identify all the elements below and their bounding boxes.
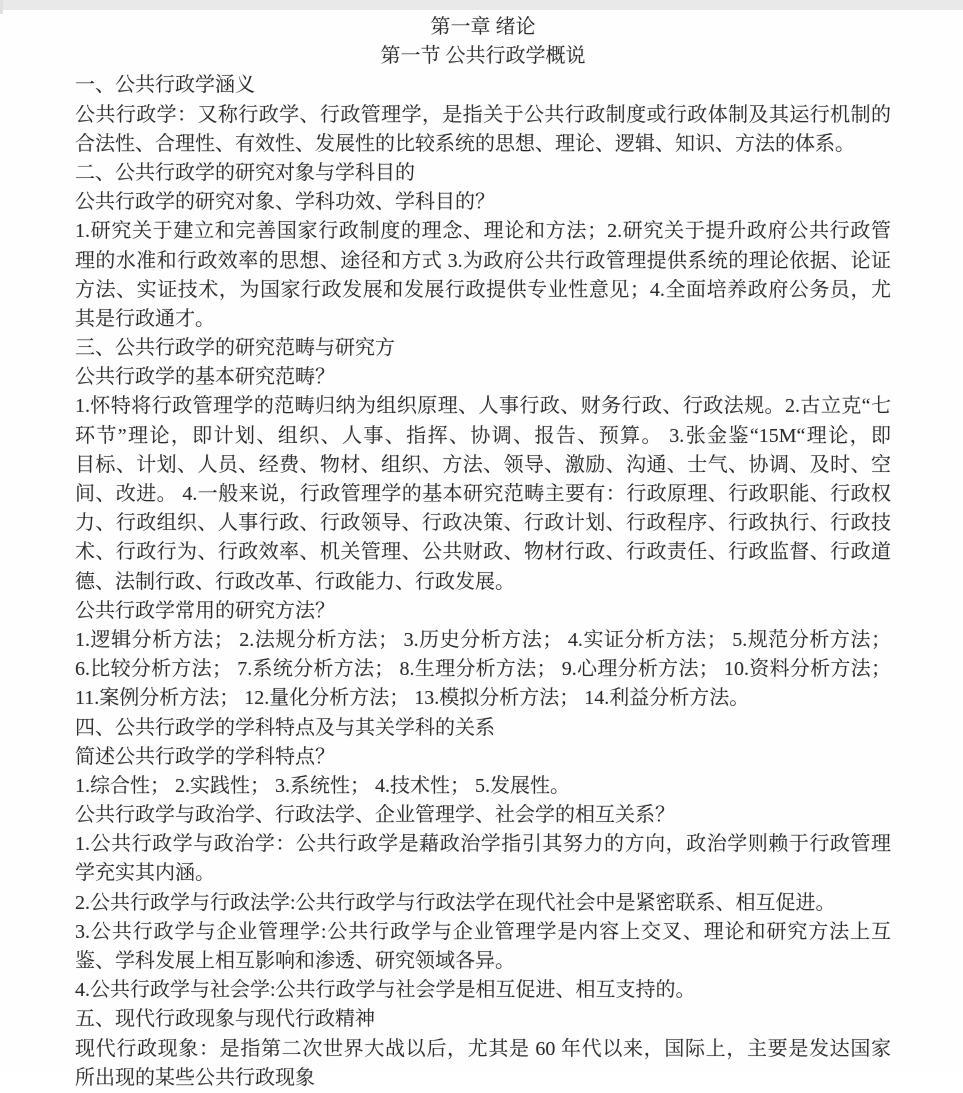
text-line: 学充实其内涵。: [75, 862, 215, 885]
text-line: 所出现的某些公共行政现象: [75, 1066, 315, 1089]
text-line: 4.公共行政学与社会学:公共行政学与社会学是相互促进、相互支持的。: [75, 979, 696, 1002]
section-heading: 第一节 公共行政学概说: [380, 45, 586, 68]
text-line: 11.案例分析方法； 12.量化分析方法； 13.模拟分析方法； 14.利益分析方法。: [75, 687, 750, 710]
text-line: 合法性、合理性、有效性、发展性的比较系统的思想、理论、逻辑、知识、方法的体系。: [75, 132, 855, 155]
text-line: 1.怀特将行政管理学的范畴归纳为组织原理、人事行政、财务行政、行政法规。2.古立克“七: [75, 395, 891, 418]
text-line: 1.综合性； 2.实践性； 3.系统性； 4.技术性； 5.发展性。: [75, 774, 570, 797]
text-line: 理的水准和行政效率的思想、途径和方式 3.为政府公共行政管理提供系统的理论依据、论证: [75, 249, 891, 272]
text-line: 方法、实证技术，为国家行政发展和发展行政提供专业性意见；4.全面培养政府公务员，尤: [75, 278, 891, 301]
document-body: [75, 71, 891, 1093]
text-line: 公共行政学的研究对象、学科功效、学科目的？: [75, 191, 495, 214]
text-line: 公共行政学的基本研究范畴？: [75, 366, 335, 389]
text-line: 简述公共行政学的学科特点？: [75, 745, 335, 768]
text-line: 力、行政组织、人事行政、行政领导、行政决策、行政计划、行政程序、行政执行、行政技: [75, 512, 891, 535]
scan-artifact-left-edge: [0, 0, 3, 14]
text-line: 四、公共行政学的学科特点及与其关学科的关系: [75, 716, 495, 739]
text-line: 环节”理论，即计划、组织、人事、指挥、协调、报告、预算。 3.张金鉴“15M“理论，即: [75, 424, 891, 447]
scan-artifact-top-band: [0, 0, 963, 10]
text-line: 鉴、学科发展上相互影响和渗透、研究领域各异。: [75, 950, 515, 972]
text-line: 公共行政学：又称行政学、行政管理学，是指关于公共行政制度或行政体制及其运行机制的: [75, 103, 891, 126]
text-line: 间、改进。 4.一般来说，行政管理学的基本研究范畴主要有：行政原理、行政职能、行政权: [75, 483, 891, 505]
text-line: 术、行政行为、行政效率、机关管理、公共财政、物材行政、行政责任、行政监督、行政道: [75, 541, 891, 564]
text-line: 其是行政通才。: [75, 307, 215, 330]
text-line: 1.公共行政学与政治学：公共行政学是藉政治学指引其努力的方向，政治学则赖于行政管理: [75, 833, 891, 856]
text-line: 现代行政现象：是指第二次世界大战以后，尤其是 60 年代以来，国际上，主要是发达国家: [75, 1037, 891, 1060]
document-content: [75, 13, 891, 1093]
text-line: 五、现代行政现象与现代行政精神: [75, 1008, 375, 1031]
text-line: 2.公共行政学与行政法学:公共行政学与行政法学在现代社会中是紧密联系、相互促进。: [75, 891, 836, 914]
text-line: 公共行政学与政治学、行政法学、企业管理学、社会学的相互关系？: [75, 804, 675, 827]
text-line: 6.比较分析方法； 7.系统分析方法； 8.生理分析方法； 9.心理分析方法； 10.资料分析方法；: [75, 658, 891, 681]
text-line: 1.逻辑分析方法； 2.法规分析方法； 3.历史分析方法； 4.实证分析方法； 5.规范分析方法；: [75, 628, 891, 651]
text-line: 三、公共行政学的研究范畴与研究方: [75, 337, 395, 360]
text-line: 公共行政学常用的研究方法？: [75, 599, 335, 622]
text-line: 1.研究关于建立和完善国家行政制度的理念、理论和方法；2.研究关于提升政府公共行政管: [75, 220, 891, 243]
text-line: 德、法制行政、行政改革、行政能力、行政发展。: [75, 570, 515, 593]
text-line: 一、公共行政学涵义: [75, 74, 255, 97]
chapter-heading: 第一章 绪论: [430, 16, 536, 38]
text-line: 二、公共行政学的研究对象与学科目的: [75, 161, 415, 184]
text-line: 目标、计划、人员、经费、物材、组织、方法、领导、激励、沟通、士气、协调、及时、空: [75, 453, 891, 476]
text-line: 3.公共行政学与企业管理学:公共行政学与企业管理学是内容上交叉、理论和研究方法上互: [75, 920, 891, 943]
